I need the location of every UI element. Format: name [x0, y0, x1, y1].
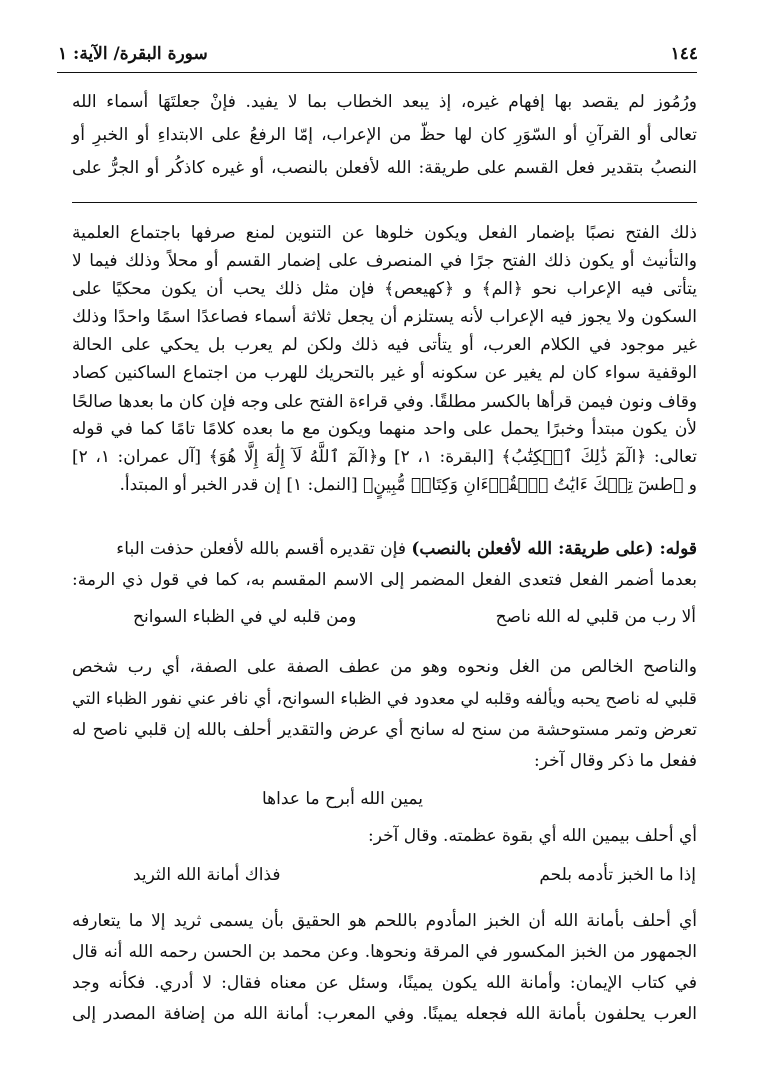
commentary-line: الوقفية سواء كان لم يغير عن سكونه أو غير بالتحريك للهرب من اجتماع الساكنين كصاد	[72, 363, 697, 383]
body-line: تعرض وتمر مستوحشة من سنح له سانح أي عرض والتقدير أحلف بالله إن قلبي ناصح له	[72, 720, 697, 740]
verse3-left-hemistich: فذاك أمانة الله الثريد	[133, 865, 281, 885]
body-line: والناصح الخالص من الغل ونحوه وهو من عطف الصفة على الصفة، أي رب شخص	[72, 657, 697, 677]
body-line: العرب يحلفون بأمانة الله فجعله يمينًا. وفي المعرب: أمانة الله من إضافة المصدر إلى	[72, 1004, 697, 1024]
page-number: ١٤٤	[670, 44, 698, 64]
commentary-line: السكون ولا يجوز فيه الإعراب لأنه يستلزم أن يجعل ثلاثة أسماء فصاعدًا اسمًا واحدًا وذلك	[72, 307, 698, 327]
verse1-right-hemistich: ألا رب من قلبي له الله ناصح	[495, 607, 696, 627]
body-line: أي أحلف بأمانة الله أن الخبز المأدوم باللحم هو الحقيق بأن يسمى ثريد إلا ما يتعارفه	[72, 911, 697, 931]
body-line: قلبي له ناصح يحبه ويألفه وقلبه لي معدود في الظباء السوانح، أي نافر عني نفور الظباء التي	[72, 689, 697, 708]
commentary-line: تعالى: ﴿الٓمٓ ذَٰلِكَ ٱلۡكِتَٰبُ﴾ [البقرة: ١، ٢] و﴿الٓمٓ ٱللَّهُ لَآ إِلَٰهَ إِلَّا هُوَ﴾ [آل عمران: ١، ٢]	[72, 447, 698, 467]
commentary-line: غير موجود في الكلام العرب، أو يتأتى فيه ذلك ولكن لم يعرب بل يحكي على الحالة	[72, 335, 697, 355]
qawluh-rest: فإن تقديره أقسم بالله لأفعلن حذفت الباء	[116, 539, 406, 559]
qawluh-second-line: بعدما أضمر الفعل فتعدى الفعل المضمر إلى الاسم المقسم به، كما في قول ذي الرمة:	[72, 570, 697, 590]
main-text-line: النصبُ بتقدير فعل القسم على طريقة: الله لأفعلن بالنصب، أو غيره كاذكُر أو الجرُّ على	[72, 158, 697, 178]
commentary-line: لأن يكون مبتدأ وخبرًا يحمل على واحد منهما ويكون مع ما بعده كلامًا تامًا كما في قوله	[72, 419, 697, 439]
verse3-right-hemistich: إذا ما الخبز تأدمه بلحم	[539, 865, 696, 885]
commentary-line: وقاف ونون فيمن قرأها بالكسر مطلقًا. وفي قراءة الفتح على وجه فإن كان ما بعدها صالحًا	[72, 391, 697, 411]
commentary-line: ذلك الفتح نصبًا بإضمار الفعل ويكون خلوها عن التنوين لمنع صرفها باجتماع العلمية	[72, 223, 697, 243]
running-title: سورة البقرة/ الآية: ١	[58, 44, 208, 64]
verse2: يمين الله أبرح ما عداها	[262, 789, 423, 809]
qawluh-label: قوله: (على طريقة: الله لأفعلن بالنصب)	[411, 539, 697, 559]
verse1-left-hemistich: ومن قلبه لي في الظباء السوانح	[133, 607, 357, 627]
body-line: في كتاب الإيمان: وأمانة الله يكون يمينًا، وسئل عن معناه فقال: لا أدري. فكأنه وجد	[72, 973, 697, 993]
qawluh-line	[72, 538, 697, 560]
main-text-line: تعالى أو القرآنِ أو السّوَرِ كان لها حظّ من الإعراب، إمّا الرفعُ على الابتداءِ أو الخبرِ أو	[72, 125, 697, 145]
header-rule	[57, 72, 697, 73]
commentary-line: والتأنيث أو يكون ذلك الفتح جرًا في المنصرف على إضمار القسم أو محلاً وذلك فيما لا	[72, 251, 697, 271]
body-line: ففعل ما ذكر وقال آخر:	[534, 751, 697, 771]
main-text-line: ورُمُوز لم يقصد بها إفهام غيره، إذ يبعد الخطاب بما لا يفيد. فإنْ جعلتَهَا أسماء الله	[72, 92, 697, 112]
commentary-line: و ﴿طسٓ تِلۡكَ ءَايَٰتُ ٱلۡقُرۡءَانِ وَكِتَابٖ مُّبِينٍ﴾ [النمل: ١] إن قدر الخبر أو المبتدأ.	[119, 475, 697, 495]
separator-rule	[72, 202, 697, 203]
body-line: أي أحلف بيمين الله أي بقوة عظمته. وقال آخر:	[368, 826, 697, 846]
commentary-line: يتأتى فيه الإعراب نحو ﴿الم﴾ و ﴿كهيعص﴾ فإن مثل ذلك يحب أن يكون محكيًا على	[72, 279, 697, 299]
body-line: الجمهور من الخبز المكسور في المرقة ونحوها. وعن محمد بن الحسن رحمه الله أنه قال	[72, 942, 697, 962]
